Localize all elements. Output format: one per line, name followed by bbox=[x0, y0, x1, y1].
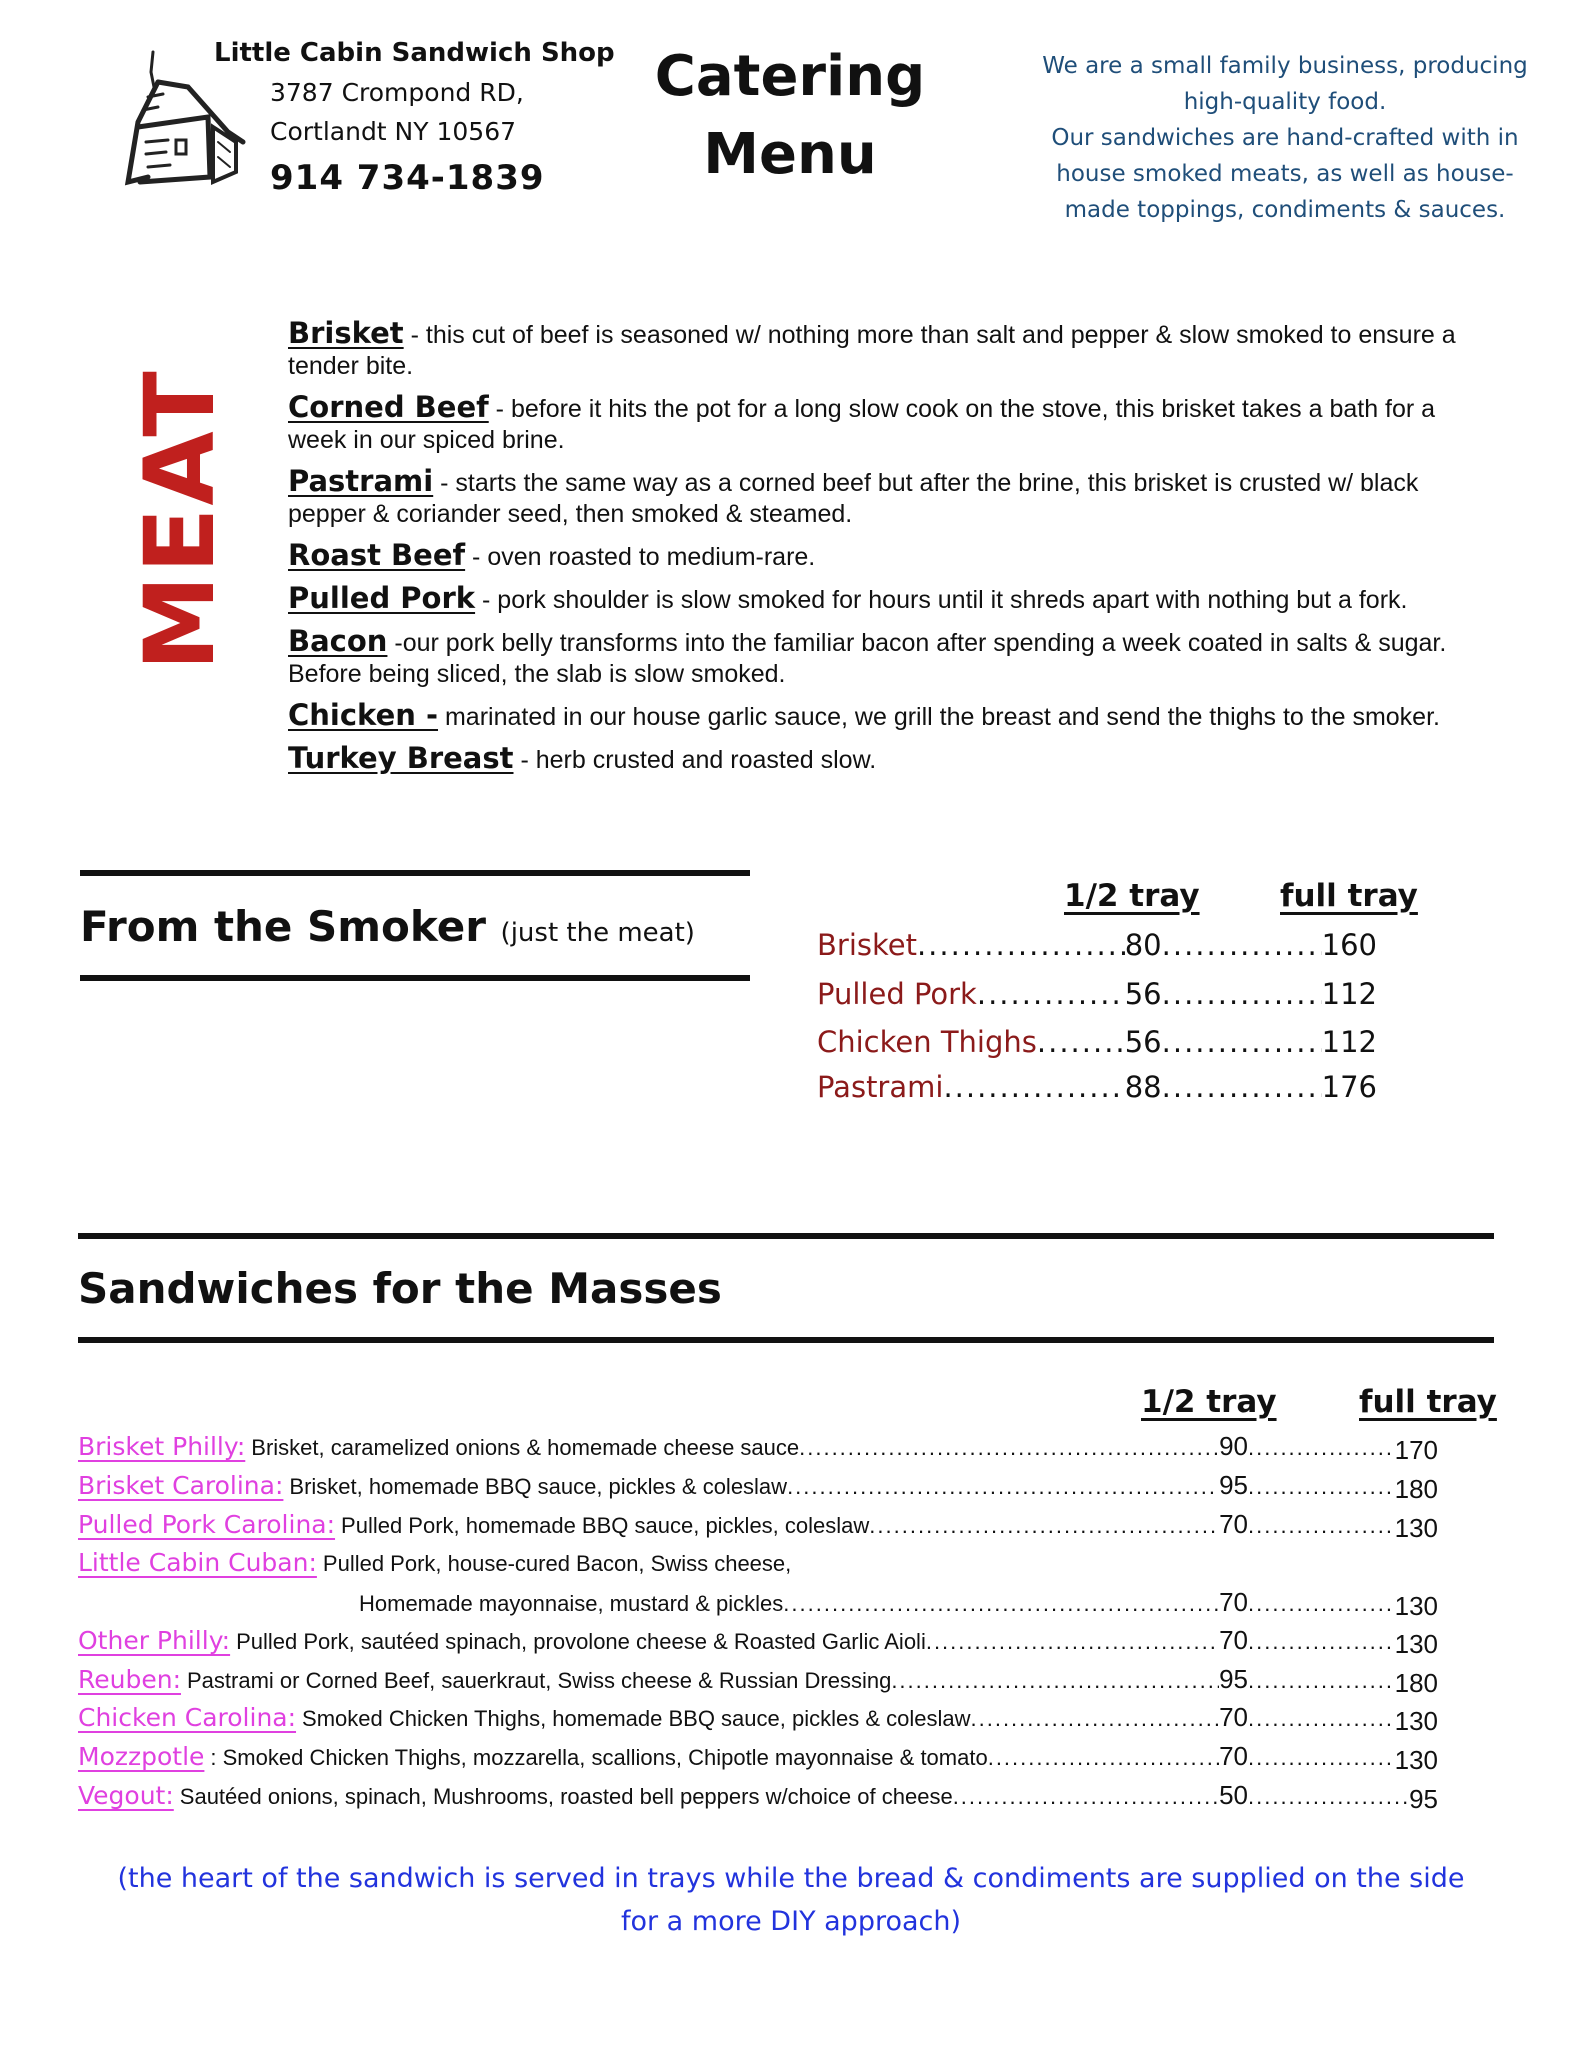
sandwich-desc: Brisket, homemade BBQ sauce, pickles & coleslaw bbox=[289, 1474, 788, 1499]
price-full-cell bbox=[1248, 1668, 1438, 1699]
smoker-col-half: 1/2 tray bbox=[1064, 878, 1200, 914]
dot-leader bbox=[1162, 1070, 1322, 1104]
meat-heading-text: MEAT bbox=[124, 369, 236, 671]
meat-item bbox=[288, 466, 1498, 530]
dot-leader bbox=[1248, 1435, 1395, 1466]
sandwich-name: Other Philly: bbox=[78, 1626, 231, 1655]
divider bbox=[78, 1337, 1494, 1343]
sandwich-name: Brisket Philly: bbox=[78, 1432, 246, 1461]
page-title-line-1: Catering bbox=[654, 44, 926, 109]
sandwich-desc: Brisket, caramelized onions & homemade cheese sauce bbox=[251, 1435, 800, 1460]
meat-item bbox=[288, 392, 1498, 456]
dot-leader bbox=[1162, 928, 1322, 962]
smoker-subtitle: (just the meat) bbox=[500, 918, 695, 948]
price-full-cell bbox=[1248, 1513, 1438, 1544]
dot-leader bbox=[1248, 1474, 1395, 1505]
phone-number[interactable]: 914 734-1839 bbox=[270, 158, 545, 198]
dot-leader bbox=[988, 1745, 1219, 1771]
meat-item bbox=[288, 540, 1498, 573]
price-full-cell bbox=[1248, 1745, 1438, 1776]
dot-leader bbox=[783, 1591, 1219, 1617]
smoker-row bbox=[817, 928, 1377, 962]
sandwiches-title: Sandwiches for the Masses bbox=[78, 1264, 722, 1313]
meat-desc: marinated in our house garlic sauce, we grill the breast and send the thighs to the smoker. bbox=[438, 703, 1440, 731]
price-full: 130 bbox=[1394, 1513, 1438, 1543]
shop-name: Little Cabin Sandwich Shop bbox=[214, 38, 615, 68]
dot-leader bbox=[869, 1513, 1219, 1539]
smoker-item-name: Chicken Thighs bbox=[817, 1025, 1037, 1059]
meat-name: Brisket bbox=[288, 316, 404, 350]
price-full: 130 bbox=[1394, 1591, 1438, 1621]
business-blurb bbox=[1010, 48, 1560, 228]
sandwich-name: Vegout: bbox=[78, 1781, 174, 1810]
price-half: 70 bbox=[1219, 1625, 1248, 1655]
divider bbox=[80, 870, 750, 876]
blurb-line: Our sandwiches are hand-crafted with in bbox=[1051, 125, 1519, 151]
meat-list bbox=[288, 318, 1498, 786]
meat-name: Bacon bbox=[288, 624, 388, 658]
price-half: 95 bbox=[1219, 1664, 1248, 1694]
sandwich-desc: Pastrami or Corned Beef, sauerkraut, Swiss cheese & Russian Dressing bbox=[187, 1668, 892, 1693]
price-full: 130 bbox=[1394, 1706, 1438, 1736]
sandwich-desc: : Smoked Chicken Thighs, mozzarella, scallions, Chipotle mayonnaise & tomato bbox=[210, 1745, 988, 1770]
sandwich-desc: Homemade mayonnaise, mustard & pickles bbox=[359, 1591, 784, 1616]
price-half: 95 bbox=[1219, 1470, 1248, 1500]
sandwich-desc: Pulled Pork, house-cured Bacon, Swiss cheese, bbox=[322, 1551, 792, 1576]
price-full: 130 bbox=[1394, 1629, 1438, 1659]
footer-note bbox=[60, 1857, 1522, 1943]
smoker-item-name: Pastrami bbox=[817, 1070, 944, 1104]
sandwich-desc: Pulled Pork, sautéed spinach, provolone cheese & Roasted Garlic Aioli bbox=[236, 1629, 926, 1654]
dot-leader bbox=[943, 1070, 1124, 1104]
footer-line: for a more DIY approach) bbox=[620, 1906, 962, 1937]
meat-item bbox=[288, 743, 1498, 776]
meat-desc: - before it hits the pot for a long slow cook on the stove, this brisket takes a bath for a week in our spiced brine. bbox=[288, 395, 1436, 454]
sandwich-name: Chicken Carolina: bbox=[78, 1703, 297, 1732]
sandwich-row-continued bbox=[359, 1587, 1438, 1622]
price-half: 50 bbox=[1219, 1780, 1248, 1810]
sandwich-desc: Pulled Pork, homemade BBQ sauce, pickles, coleslaw bbox=[341, 1513, 870, 1538]
price-full-cell bbox=[1248, 1591, 1438, 1622]
meat-name: Corned Beef bbox=[288, 390, 489, 424]
sandwich-row bbox=[78, 1625, 1438, 1660]
meat-item bbox=[288, 626, 1498, 690]
smoker-row bbox=[817, 977, 1377, 1011]
meat-name: Pastrami bbox=[288, 464, 434, 498]
sandwich-row bbox=[78, 1780, 1438, 1815]
sandwich-col-half: 1/2 tray bbox=[1141, 1384, 1277, 1420]
sandwich-row bbox=[78, 1431, 1438, 1466]
smoker-row bbox=[817, 1025, 1377, 1059]
meat-desc: - herb crusted and roasted slow. bbox=[513, 746, 877, 774]
blurb-line: made toppings, condiments & sauces. bbox=[1064, 197, 1506, 223]
page-title-line-2: Menu bbox=[703, 122, 877, 187]
dot-leader bbox=[977, 977, 1125, 1011]
footer-line: (the heart of the sandwich is served in trays while the bread & condiments are supplied on the side bbox=[117, 1863, 1465, 1894]
dot-leader bbox=[1248, 1513, 1395, 1544]
price-half: 56 bbox=[1124, 977, 1162, 1011]
dot-leader bbox=[891, 1668, 1219, 1694]
sandwich-name: Brisket Carolina: bbox=[78, 1471, 284, 1500]
meat-name: Pulled Pork bbox=[288, 581, 476, 615]
sandwich-row bbox=[78, 1509, 1438, 1544]
dot-leader bbox=[953, 1784, 1219, 1810]
meat-heading bbox=[105, 369, 255, 671]
sandwich-name: Mozzpotle bbox=[78, 1742, 205, 1771]
price-half: 80 bbox=[1124, 928, 1162, 962]
address-line-2: Cortlandt NY 10567 bbox=[270, 117, 517, 146]
smoker-item-name: Pulled Pork bbox=[817, 977, 977, 1011]
blurb-line: high-quality food. bbox=[1183, 89, 1387, 115]
price-half: 56 bbox=[1124, 1025, 1162, 1059]
smoker-title: From the Smoker bbox=[80, 902, 486, 951]
price-full-cell bbox=[1248, 1784, 1438, 1815]
price-full: 112 bbox=[1321, 1025, 1377, 1059]
price-full: 130 bbox=[1394, 1745, 1438, 1775]
dot-leader bbox=[1248, 1784, 1409, 1815]
smoker-item-name: Brisket bbox=[817, 928, 917, 962]
price-half: 70 bbox=[1219, 1587, 1248, 1617]
meat-desc: - starts the same way as a corned beef but after the brine, this brisket is crusted w/ black pepper & coriander seed, then smoked & steamed. bbox=[288, 469, 1419, 528]
sandwich-row bbox=[78, 1741, 1438, 1776]
sandwich-name: Little Cabin Cuban: bbox=[78, 1548, 317, 1577]
dot-leader bbox=[1248, 1668, 1395, 1699]
dot-leader bbox=[799, 1435, 1219, 1461]
meat-name: Roast Beef bbox=[288, 538, 466, 572]
dot-leader bbox=[917, 928, 1125, 962]
address-line-1: 3787 Crompond RD, bbox=[270, 78, 524, 107]
price-full: 112 bbox=[1321, 977, 1377, 1011]
price-full: 176 bbox=[1321, 1070, 1377, 1104]
price-full-cell bbox=[1248, 1474, 1438, 1505]
meat-name: Chicken - bbox=[288, 698, 439, 732]
meat-item bbox=[288, 318, 1498, 382]
price-full: 180 bbox=[1394, 1474, 1438, 1504]
dot-leader bbox=[1248, 1591, 1395, 1622]
sandwich-row bbox=[78, 1664, 1438, 1699]
smoker-section-title bbox=[80, 902, 695, 951]
sandwich-name: Reuben: bbox=[78, 1665, 181, 1694]
meat-desc: - this cut of beef is seasoned w/ nothing more than salt and pepper & slow smoked to ensure a tender bite. bbox=[288, 321, 1456, 380]
smoker-row bbox=[817, 1070, 1377, 1104]
sandwich-desc: Sautéed onions, spinach, Mushrooms, roasted bell peppers w/choice of cheese bbox=[179, 1784, 953, 1809]
dot-leader bbox=[971, 1706, 1220, 1732]
price-full-cell bbox=[1248, 1435, 1438, 1466]
meat-desc: - pork shoulder is slow smoked for hours until it shreds apart with nothing but a fork. bbox=[475, 586, 1408, 614]
meat-desc: -our pork belly transforms into the familiar bacon after spending a week coated in salts & sugar. Before being sliced, the slab is slow smoked. bbox=[288, 629, 1447, 688]
sandwich-row bbox=[78, 1548, 1438, 1577]
smoker-col-full: full tray bbox=[1280, 878, 1418, 914]
dot-leader bbox=[1162, 977, 1322, 1011]
blurb-line: house smoked meats, as well as house- bbox=[1056, 161, 1514, 187]
price-full: 170 bbox=[1394, 1435, 1438, 1465]
divider bbox=[78, 1233, 1494, 1239]
dot-leader bbox=[1162, 1025, 1322, 1059]
dot-leader bbox=[1248, 1745, 1395, 1776]
sandwich-name: Pulled Pork Carolina: bbox=[78, 1510, 336, 1539]
dot-leader bbox=[1037, 1025, 1125, 1059]
price-half: 90 bbox=[1219, 1431, 1248, 1461]
price-full-cell bbox=[1248, 1706, 1438, 1737]
meat-desc: - oven roasted to medium-rare. bbox=[465, 543, 816, 571]
meat-name: Turkey Breast bbox=[288, 741, 514, 775]
price-half: 70 bbox=[1219, 1702, 1248, 1732]
price-half: 88 bbox=[1124, 1070, 1162, 1104]
sandwich-row bbox=[78, 1702, 1438, 1737]
dot-leader bbox=[926, 1629, 1219, 1655]
meat-item bbox=[288, 700, 1498, 733]
price-full: 180 bbox=[1394, 1668, 1438, 1698]
blurb-line: We are a small family business, producing bbox=[1042, 53, 1528, 79]
sandwich-desc: Smoked Chicken Thighs, homemade BBQ sauce, pickles & coleslaw bbox=[302, 1706, 971, 1731]
dot-leader bbox=[1248, 1629, 1395, 1660]
sandwich-col-full: full tray bbox=[1359, 1384, 1497, 1420]
sandwich-row bbox=[78, 1470, 1438, 1505]
price-full: 160 bbox=[1321, 928, 1377, 962]
dot-leader bbox=[787, 1474, 1219, 1500]
price-full: 95 bbox=[1409, 1784, 1438, 1814]
divider bbox=[80, 975, 750, 981]
price-full-cell bbox=[1248, 1629, 1438, 1660]
dot-leader bbox=[1248, 1706, 1395, 1737]
price-half: 70 bbox=[1219, 1509, 1248, 1539]
price-half: 70 bbox=[1219, 1741, 1248, 1771]
meat-item bbox=[288, 583, 1498, 616]
